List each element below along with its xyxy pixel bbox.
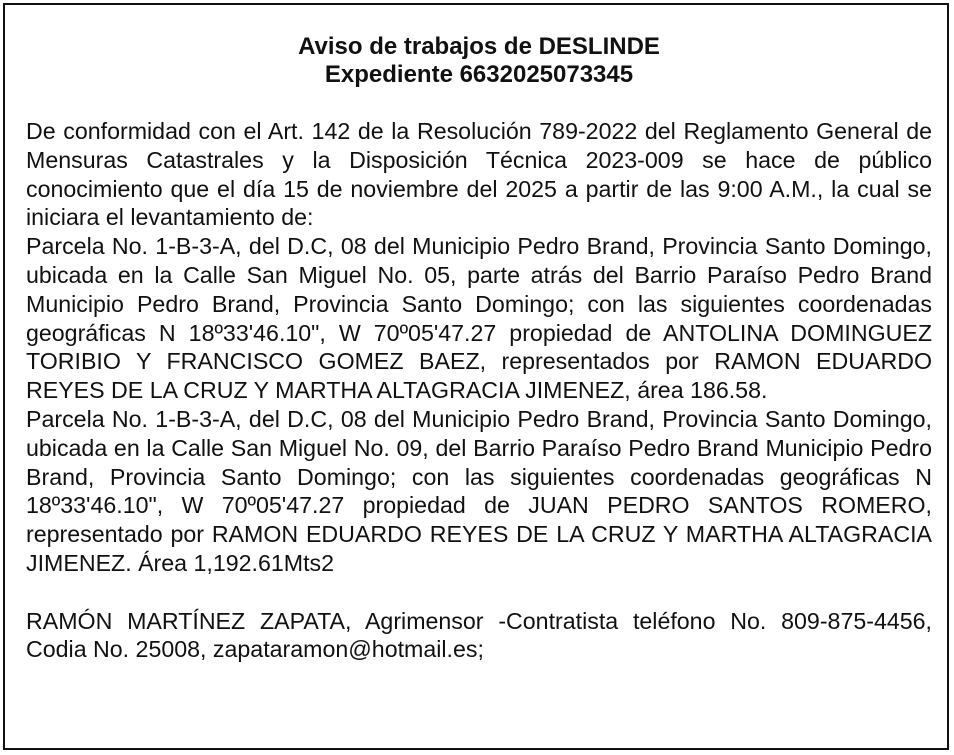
signature-paragraph: RAMÓN MARTÍNEZ ZAPATA, Agrimensor -Contratista teléfono No. 809-875-4456, Codia No. 25008, zapataramon@hotmail.es;: [26, 607, 932, 663]
parcel-paragraph-1: Parcela No. 1-B-3-A, del D.C, 08 del Municipio Pedro Brand, Provincia Santo Domingo, ubicada en la Calle San Miguel No. 05, parte atrás del Barrio Paraíso Pedro Brand Municipio Pedro Brand, Provincia Santo Domingo; con las siguientes coordenadas geográficas N 18º33'46.10", W 70º05'47.27 propiedad de ANTOLINA DOMINGUEZ TORIBIO Y FRANCISCO GOMEZ BAEZ, representados por RAMON EDUARDO REYES DE LA CRUZ Y MARTHA ALTAGRACIA JIMENEZ, área 186.58.: [26, 233, 932, 404]
notice-title: Aviso de trabajos de DESLINDE: [298, 33, 660, 60]
notice-header: [26, 33, 932, 89]
parcel-paragraph-2: Parcela No. 1-B-3-A, del D.C, 08 del Municipio Pedro Brand, Provincia Santo Domingo, ubicada en la Calle San Miguel No. 09, del Barrio Paraíso Pedro Brand Municipio Pedro Brand, Provincia Santo Domingo; con las siguientes coordenadas geográficas N 18º33'46.10", W 70º05'47.27 propiedad de JUAN PEDRO SANTOS ROMERO, representado por RAMON EDUARDO REYES DE LA CRUZ Y MARTHA ALTAGRACIA JIMENEZ. Área 1,192.61Mts2: [26, 405, 932, 576]
paragraph-spacer: [26, 578, 932, 607]
intro-paragraph: De conformidad con el Art. 142 de la Resolución 789-2022 del Reglamento General de Mensuras Catastrales y la Disposición Técnica 2023-009 se hace de público conocimiento que el día 15 de noviembre del 2025 a partir de las 9:00 A.M., la cual se iniciara el levantamiento de:: [26, 118, 932, 231]
file-number: Expediente 6632025073345: [324, 61, 634, 88]
notice-body: [26, 117, 932, 664]
notice-content: [26, 33, 932, 664]
notice-border: [3, 3, 949, 750]
